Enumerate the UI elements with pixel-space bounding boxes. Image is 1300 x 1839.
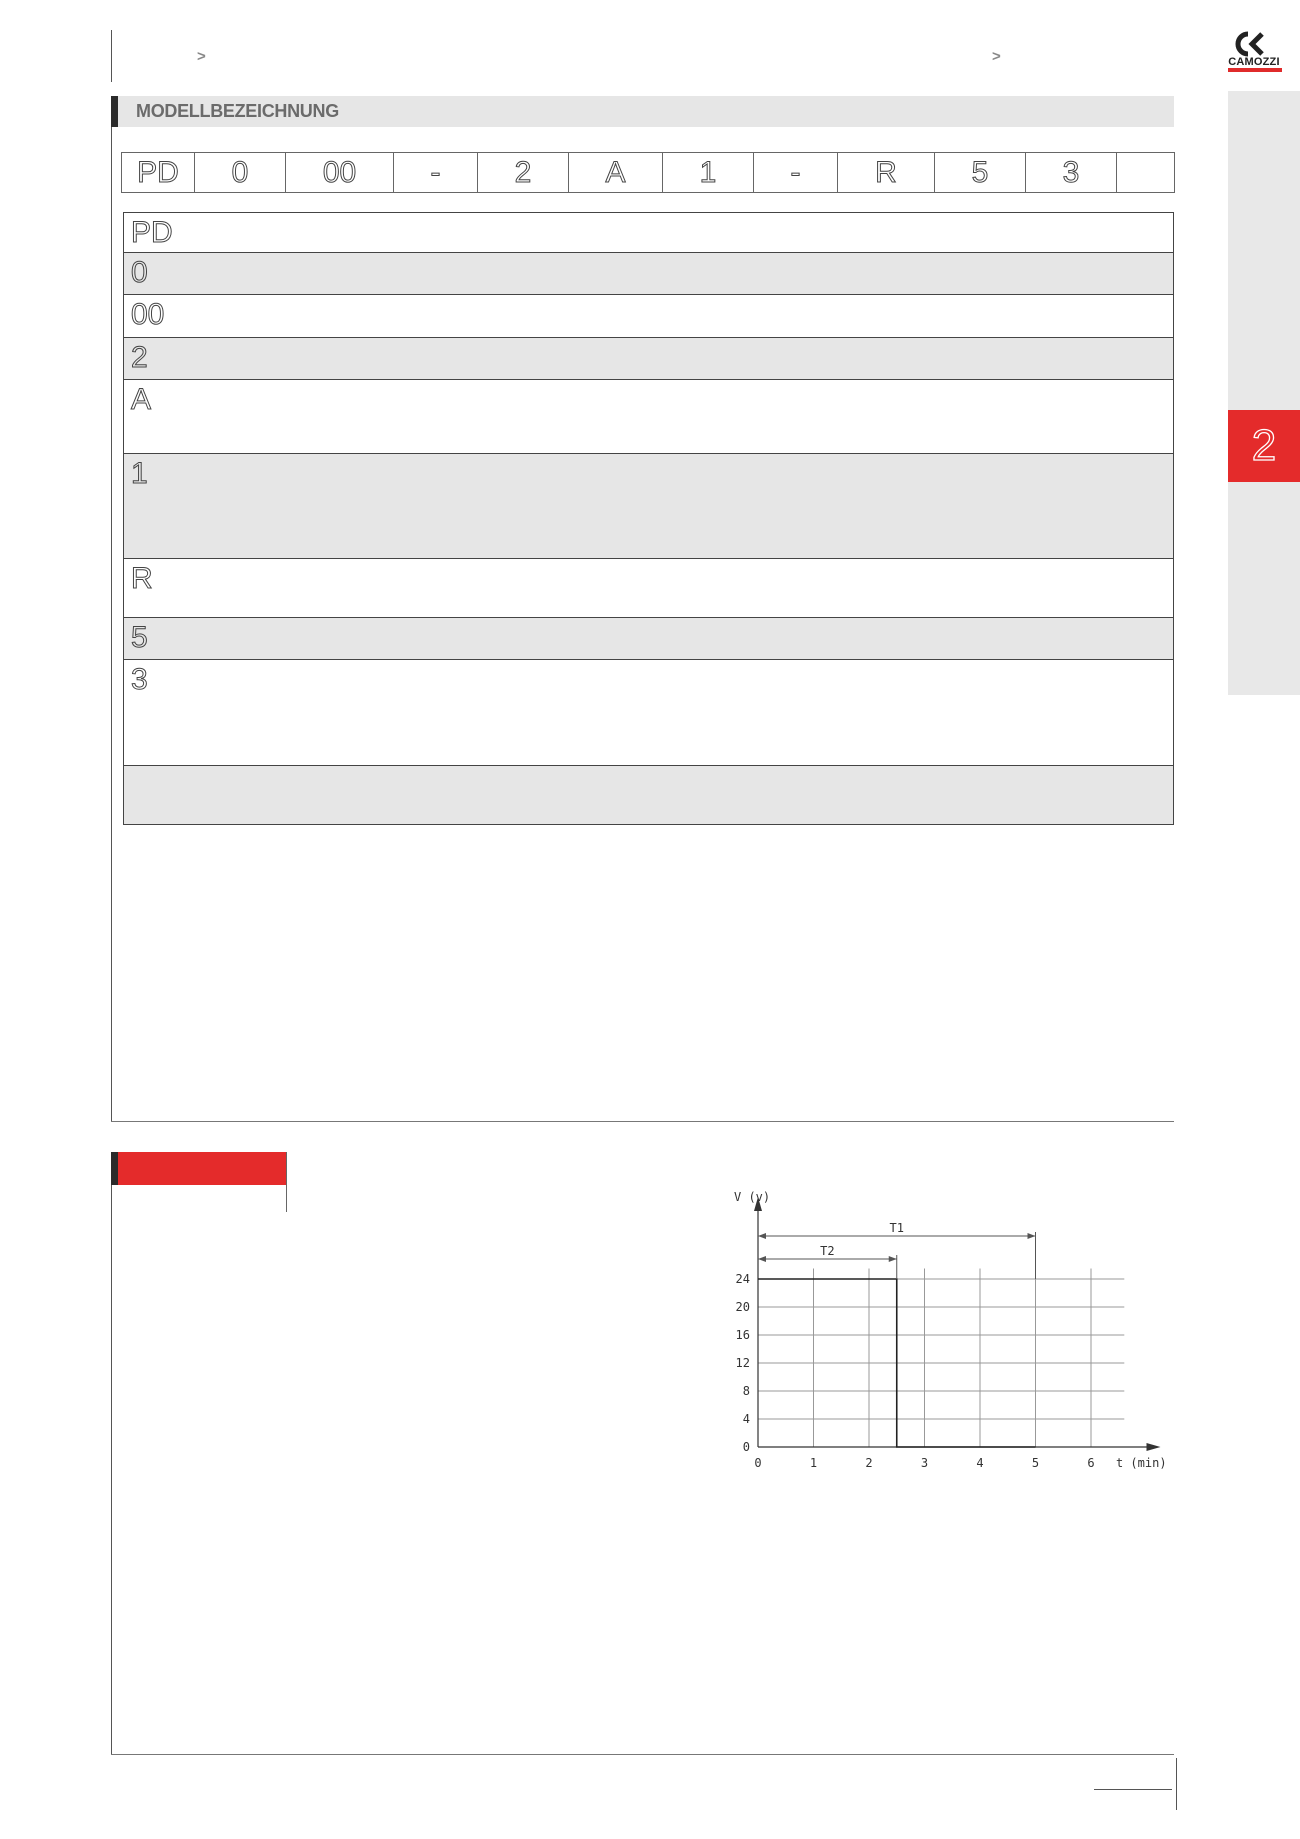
x-tick-label: 6	[1087, 1456, 1095, 1470]
breadcrumb-separator-right: >	[992, 48, 1001, 65]
voltage-time-chart	[728, 1185, 1178, 1485]
chapter-tab[interactable]: 2	[1228, 410, 1300, 482]
frame-left-line	[111, 96, 112, 1122]
annotation-arrow-icon	[758, 1256, 766, 1262]
code-cell	[1117, 153, 1175, 193]
x-tick-label: 2	[865, 1456, 873, 1470]
x-tick-label: 3	[920, 1456, 929, 1470]
breadcrumb-separator-left: >	[197, 48, 206, 65]
y-tick-label: 4	[742, 1412, 750, 1426]
y-tick-label: 8	[742, 1384, 750, 1398]
x-tick-label: 1	[809, 1456, 818, 1470]
side-panel	[1228, 91, 1300, 695]
x-axis-label: t (min)	[1115, 1456, 1167, 1470]
code-cell: 2	[478, 153, 569, 193]
section2-header	[118, 1152, 286, 1185]
code-cell: 00	[286, 153, 394, 193]
y-tick-label: 0	[742, 1440, 750, 1454]
section2-divider	[286, 1152, 287, 1212]
code-cell: PD	[122, 153, 195, 193]
logo-text: CAMOZZI	[1228, 56, 1280, 68]
code-cell: -	[394, 153, 478, 193]
code-cell: -	[754, 153, 838, 193]
x-tick-label: 5	[1031, 1456, 1040, 1470]
desc-row-code: A	[124, 380, 1174, 454]
code-cell: 1	[663, 153, 754, 193]
annotation-arrow-icon	[1028, 1233, 1036, 1239]
x-axis-arrow-icon	[1147, 1443, 1161, 1451]
y-axis-label: V (v)	[734, 1190, 771, 1204]
frame-bottom-line-lower	[111, 1754, 1174, 1755]
x-tick-label: 4	[976, 1456, 984, 1470]
code-cell: 5	[935, 153, 1026, 193]
y-tick-label: 24	[735, 1272, 750, 1286]
y-tick-label: 20	[735, 1300, 750, 1314]
code-cell: 3	[1026, 153, 1117, 193]
desc-row-code: PD	[124, 213, 1174, 253]
footer-divider	[1176, 1758, 1177, 1810]
desc-row-code: 1	[124, 454, 1174, 559]
y-tick-label: 12	[735, 1356, 750, 1370]
logo-underline	[1228, 68, 1282, 72]
desc-row-code	[124, 766, 1174, 825]
frame-left-line-lower	[111, 1152, 112, 1755]
desc-row-code: 5	[124, 618, 1174, 660]
desc-row-code: 0	[124, 253, 1174, 295]
code-cell: 0	[195, 153, 286, 193]
code-cell: A	[569, 153, 663, 193]
code-description-table	[123, 212, 1174, 825]
annotation-arrow-icon	[889, 1256, 897, 1262]
frame-bottom-line	[111, 1121, 1174, 1122]
section-title: MODELLBEZEICHNUNG	[136, 101, 339, 121]
annotation-arrow-icon	[758, 1233, 766, 1239]
section2-header-marker	[111, 1152, 118, 1185]
model-code-table	[121, 152, 1175, 193]
code-cell: R	[838, 153, 935, 193]
x-tick-label: 0	[754, 1456, 762, 1470]
y-tick-label: 16	[735, 1328, 750, 1342]
footer-line	[1094, 1789, 1172, 1790]
header-divider	[111, 30, 112, 82]
desc-row-code: 2	[124, 338, 1174, 380]
desc-row-code: R	[124, 559, 1174, 618]
desc-row-code: 3	[124, 660, 1174, 766]
desc-row-code: 00	[124, 295, 1174, 338]
annotation-label: T1	[889, 1221, 904, 1235]
section-header-marker	[111, 96, 118, 127]
annotation-label: T2	[820, 1244, 835, 1258]
